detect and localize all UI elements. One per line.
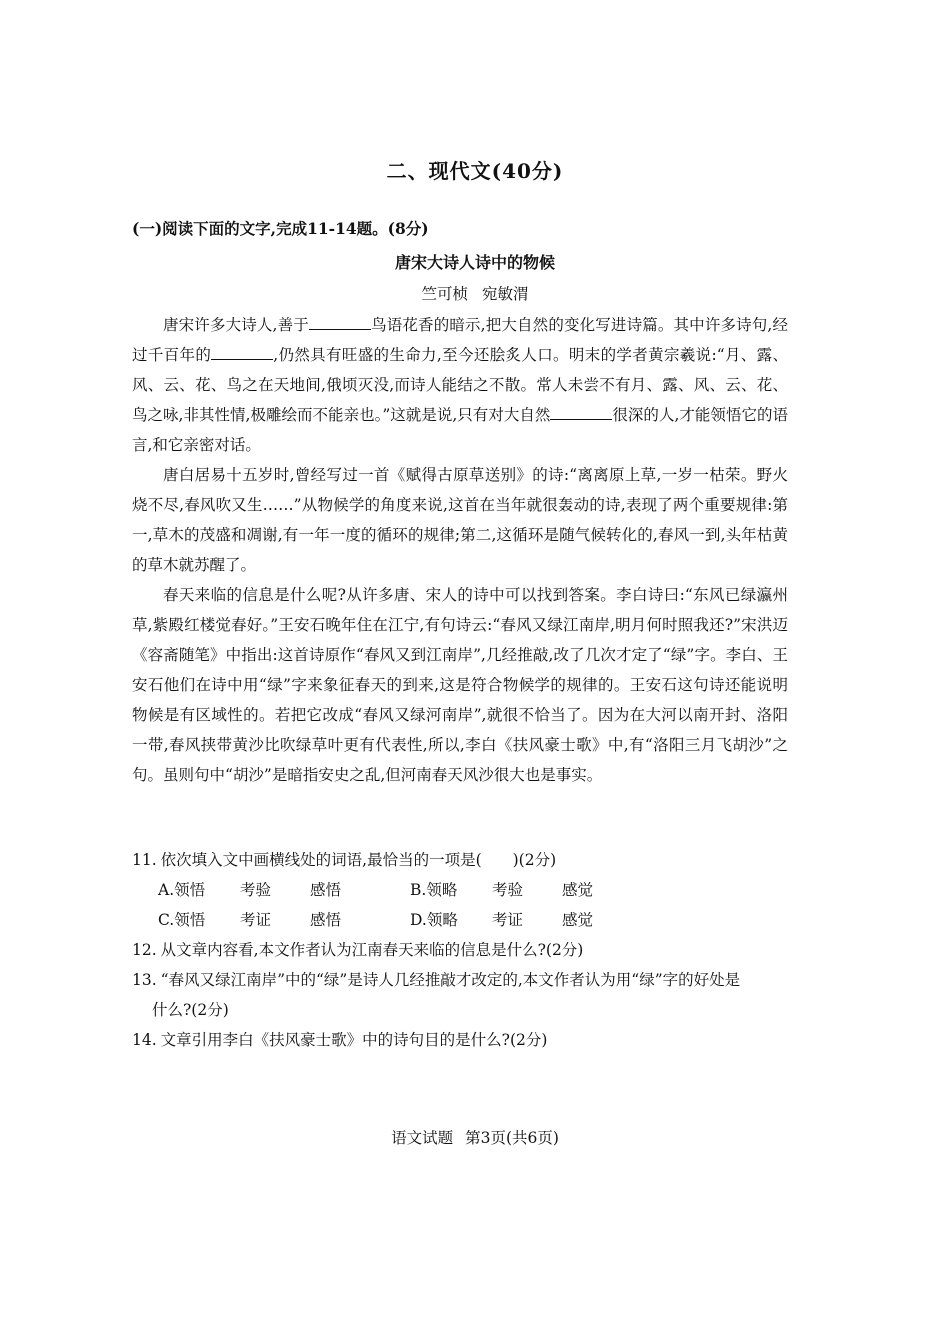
option-d-w1	[410, 905, 492, 935]
paragraph-2: 唐白居易十五岁时,曾经写过一首《赋得古原草送别》的诗:“离离原上草,一岁一枯荣。野火烧不尽,春风吹又生……”从物候学的角度来说,这首在当年就很轰动的诗,表现了两个重要规律:第一,草木的茂盛和凋谢,有一年一度的循环的规律;第二,这循环是随气候转化的,春风一到,头年枯黄的草木就苏醒了。	[132, 466, 788, 574]
reading-instruction: (一)阅读下面的文字,完成11-14题。(8分)	[132, 219, 429, 238]
p1-part-d: 很深的人,才能领悟它的语言,和它亲密对话。	[132, 406, 788, 454]
article-title: 唐宋大诗人诗中的物候	[394, 253, 555, 272]
option-b-letter: B.	[410, 881, 427, 899]
q11-text: 依次填入文中画横线处的词语,最恰当的一项是( )(2分)	[160, 851, 557, 869]
option-a-word3: 感悟	[310, 881, 342, 899]
article-authors	[0, 282, 950, 304]
q11-options-row-1	[132, 875, 788, 905]
p1-part-a: 唐宋许多大诗人,善于	[163, 316, 309, 334]
option-a-letter: A.	[158, 881, 175, 899]
option-b-word3: 感觉	[562, 881, 594, 899]
q11-options-row-2	[132, 905, 788, 935]
option-d-word3: 感觉	[562, 911, 594, 929]
question-13-continued: 什么?(2分)	[152, 1001, 229, 1019]
author-1: 竺可桢	[421, 285, 468, 303]
footer-subject: 语文试题	[391, 1129, 454, 1147]
question-list	[132, 845, 788, 1055]
option-d-letter: D.	[410, 911, 427, 929]
section-title: 二、现代文(40分)	[386, 159, 564, 183]
q13-number: 13.	[132, 971, 157, 989]
option-b-word1: 领略	[426, 881, 458, 899]
option-c-word3: 感悟	[310, 911, 342, 929]
option-d-word2: 考证	[492, 911, 524, 929]
option-c-word1: 领悟	[174, 911, 206, 929]
blank-2	[211, 341, 273, 360]
q14-text: 文章引用李白《扶风豪士歌》中的诗句目的是什么?(2分)	[160, 1031, 548, 1049]
q12-number: 12.	[132, 941, 157, 959]
option-a-word2: 考验	[240, 881, 272, 899]
option-c-w1	[158, 905, 240, 935]
question-14	[132, 1025, 788, 1055]
question-11	[132, 845, 788, 875]
q12-text: 从文章内容看,本文作者认为江南春天来临的信息是什么?(2分)	[160, 941, 584, 959]
p1-part-c: ,仍然具有旺盛的生命力,至今还脍炙人口。明末的学者黄宗羲说:“月、露、风、云、花、鸟之在天地间,俄顷灭没,而诗人能结之不散。常人未尝不有月、露、风、云、花、鸟之咏,非其性情,极雕绘而不能亲也。”这就是说,只有对大自然	[132, 346, 788, 424]
p1-part-b: 鸟语花香的暗示,把大自然的变化写进诗篇。其中许多诗句,经过千百年的	[132, 316, 788, 364]
article-body	[132, 310, 788, 790]
option-b	[410, 875, 662, 905]
option-b-w1	[410, 875, 492, 905]
option-a	[158, 875, 410, 905]
footer-page-number: 第3页(共6页)	[465, 1129, 559, 1147]
question-13	[132, 965, 788, 995]
option-b-word2: 考验	[492, 881, 524, 899]
question-12	[132, 935, 788, 965]
option-d-word1: 领略	[426, 911, 458, 929]
q11-number: 11.	[132, 851, 157, 869]
option-a-w1	[158, 875, 240, 905]
q13-text: “春风又绿江南岸”中的“绿”是诗人几经推敲才改定的,本文作者认为用“绿”字的好处是	[160, 971, 741, 989]
paragraph-1	[132, 310, 788, 460]
paragraph-3: 春天来临的信息是什么呢?从许多唐、宋人的诗中可以找到答案。李白诗曰:“东风已绿瀛州草,紫殿红楼觉春好。”王安石晚年住在江宁,有句诗云:“春风又绿江南岸,明月何时照我还?”宋洪迈《容斋随笔》中指出:这首诗原作“春风又到江南岸”,几经推敲,改了几次才定了“绿”字。李白、王安石他们在诗中用“绿”字来象征春天的到来,这是符合物候学的规律的。王安石这句诗还能说明物候是有区域性的。若把它改成“春风又绿河南岸”,就很不恰当了。因为在大河以南开封、洛阳一带,春风挟带黄沙比吹绿草叶更有代表性,所以,李白《扶风豪士歌》中,有“洛阳三月飞胡沙”之句。虽则句中“胡沙”是暗指安史之乱,但河南春天风沙很大也是事实。	[132, 586, 788, 784]
option-c-word2: 考证	[240, 911, 272, 929]
blank-3	[550, 401, 612, 420]
blank-1	[309, 311, 371, 330]
option-d	[410, 905, 662, 935]
q14-number: 14.	[132, 1031, 157, 1049]
page-footer	[0, 1126, 950, 1148]
option-c-letter: C.	[158, 911, 175, 929]
author-2: 宛敏渭	[482, 285, 529, 303]
option-c	[158, 905, 410, 935]
option-a-word1: 领悟	[174, 881, 206, 899]
